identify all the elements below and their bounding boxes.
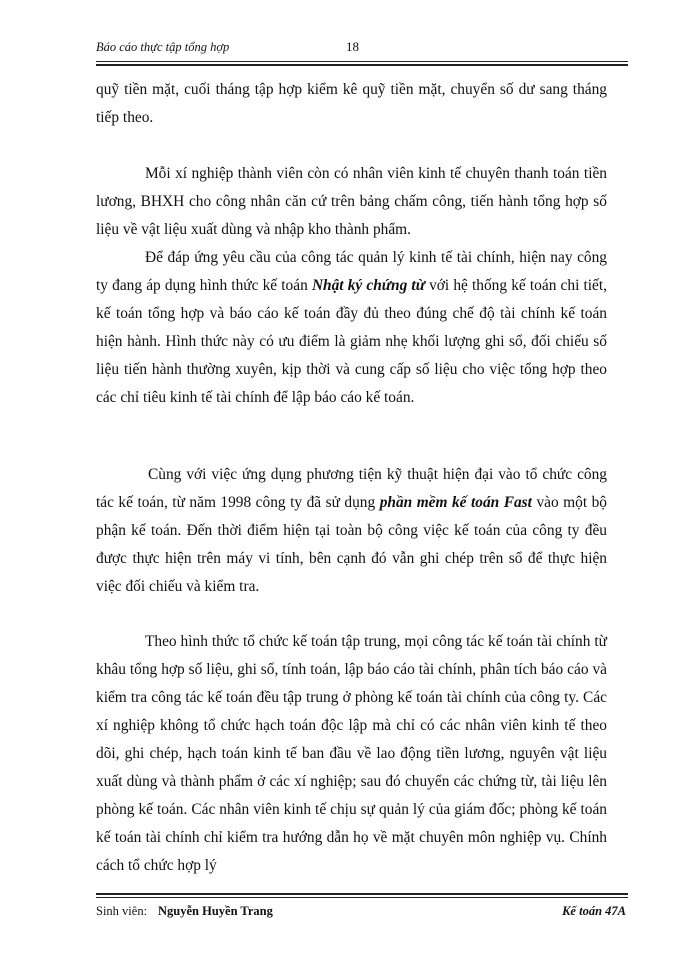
paragraph-centralized	[96, 628, 607, 880]
paragraph-text: vào một bộ phận kế toán. Đến thời điểm hiện tại toàn bộ công việc kế toán của công ty đều được thực hiện trên máy vi tính, bên cạnh đó vẫn ghi chép trên sổ để thực hiện việc đối chiếu và kiểm tra.	[96, 494, 607, 595]
paragraph-text: quỹ tiền mặt, cuối tháng tập hợp kiểm kê quỹ tiền mặt, chuyển số dư sang tháng tiếp theo.	[96, 81, 607, 126]
page-number: 18	[346, 39, 359, 54]
paragraph-text: Mỗi xí nghiệp thành viên còn có nhân viên kinh tế chuyên thanh toán tiền lương, BHXH cho công nhân căn cứ trên bảng chấm công, tiến hành tổng hợp số liệu về vật liệu xuất dùng và nhập kho thành phẩm.	[96, 165, 607, 238]
paragraph-text: Để đáp ứng yêu cầu của công tác quản lý kinh tế tài chính, hiện nay công ty đang áp dụng hình thức kế toán	[96, 249, 607, 294]
emphasized-term: Nhật ký chứng từ	[311, 277, 425, 294]
footer-divider-thick	[96, 893, 628, 895]
paragraph-continuation	[96, 76, 607, 132]
emphasized-term: phần mềm kế toán Fast	[379, 494, 532, 511]
student-label: Sinh viên:	[96, 904, 148, 918]
paragraph-text: Cùng với việc ứng dụng phương tiện kỹ thuật hiện đại vào tổ chức công tác kế toán, từ năm 1998 công ty đã sử dụng	[96, 466, 607, 511]
paragraph-staff	[96, 160, 607, 244]
paragraph-text: với hệ thống kế toán chi tiết, kế toán tổng hợp và báo cáo kế toán đầy đủ theo đúng chế độ tài chính kế toán hiện hành. Hình thức này có ưu điểm là giảm nhẹ khối lượng ghi sổ, đối chiếu số liệu tiến hành thường xuyên, kịp thời và cung cấp số liệu cho việc tổng hợp theo các chỉ tiêu kinh tế tài chính để lập báo cáo kế toán.	[96, 277, 607, 406]
class-name: Kế toán 47A	[562, 904, 626, 918]
paragraph-accounting-form	[96, 244, 607, 412]
header-title: Báo cáo thực tập tổng hợp	[96, 40, 230, 54]
footer-divider-thin	[96, 897, 628, 898]
header-divider-thin	[96, 61, 628, 62]
paragraph-text: Theo hình thức tổ chức kế toán tập trung, mọi công tác kế toán tài chính từ khâu tổng hợp số liệu, ghi sổ, tính toán, lập báo cáo tài chính, phân tích báo cáo và kiểm tra công tác kế toán đều tập trung ở phòng kế toán tài chính của công ty. Các xí nghiệp không tổ chức hạch toán độc lập mà chỉ có các nhân viên kinh tế theo dõi, ghi chép, hạch toán kinh tế ban đầu về lao động tiền lương, nguyên vật liệu xuất dùng và thành phẩm ở các xí nghiệp; sau đó chuyển các chứng từ, tài liệu lên phòng kế toán. Các nhân viên kinh tế chịu sự quản lý của giám đốc; phòng kế toán kế toán tài chính chỉ kiểm tra hướng dẫn họ về mặt chuyên môn nghiệp vụ. Chính cách tổ chức hợp lý	[96, 633, 607, 874]
paragraph-software	[96, 461, 607, 601]
student-name: Nguyễn Huyền Trang	[158, 904, 273, 918]
page-header	[96, 38, 600, 60]
page-footer	[96, 902, 628, 922]
header-divider-thick	[96, 64, 628, 66]
